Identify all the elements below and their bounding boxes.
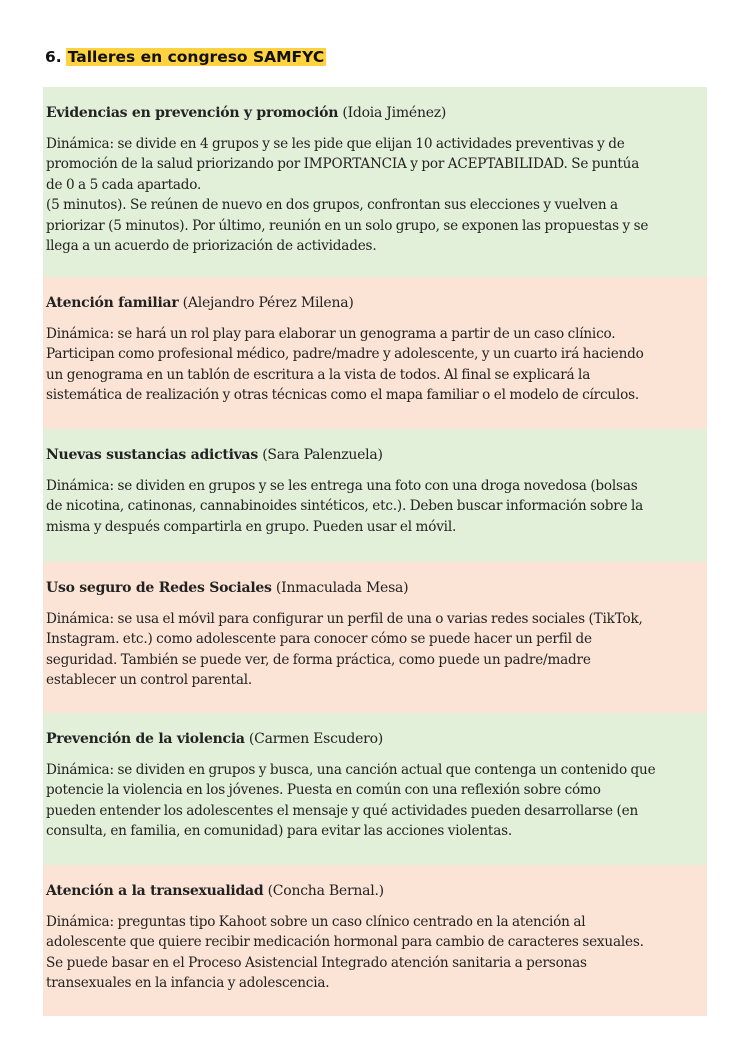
workshop-presenter: (Sara Palenzuela) [262, 447, 383, 463]
workshop-description: Dinámica: se hará un rol play para elaborar un genograma a partir de un caso clínico. Participan como profesional médico, padre/madre y adolescente, y un cuarto irá haciendo un genograma en un tablón de escritura a la vista de todos. Al final se explicará la sistemática de realización y otras técnicas como el mapa familiar o el modelo de círculos. [46, 326, 644, 404]
workshop-description: Dinámica: se dividen en grupos y busca, una canción actual que contenga un contenido que potencie la violencia en los jóvenes. Puesta en común con una reflexión sobre cómo pueden entender los adolescentes el mensaje y qué actividades pueden desarrollarse (en consulta, en familia, en comunidad) para evitar las acciones violentas. [46, 762, 656, 840]
workshop-description: Dinámica: se dividen en grupos y se les entrega una foto con una droga novedosa (bolsas de nicotina, catinonas, cannabinoides sintéticos, etc.). Deben buscar información sobre la misma y después compartirla en grupo. Pueden usar el móvil. [46, 478, 644, 535]
workshop-presenter: (Concha Bernal.) [267, 883, 384, 899]
workshop-title: Prevención de la violencia [46, 731, 245, 747]
workshop-title-line [46, 103, 704, 123]
workshop-block-atencion-familiar [43, 277, 707, 429]
workshop-presenter: (Carmen Escudero) [248, 731, 384, 747]
workshop-title: Uso seguro de Redes Sociales [46, 580, 272, 596]
workshop-block-sustancias [43, 429, 707, 562]
section-title: Talleres en congreso SAMFYC [67, 48, 325, 66]
workshop-description: Dinámica: se usa el móvil para configurar un perfil de una o varias redes sociales (TikTok, Instagram. etc.) como adolescente para conocer cómo se puede hacer un perfil de seguridad. También se puede ver, de forma práctica, como puede un padre/madre establecer un control parental. [46, 611, 643, 689]
workshop-title-line [46, 293, 704, 313]
workshop-title: Evidencias en prevención y promoción [46, 105, 339, 121]
workshop-title: Atención a la transexualidad [46, 883, 264, 899]
workshop-block-evidencias [43, 87, 707, 277]
workshop-block-violencia [43, 713, 707, 865]
workshop-title-line [46, 729, 704, 749]
workshop-block-redes-sociales [43, 562, 707, 713]
workshop-presenter: (Inmaculada Mesa) [275, 580, 409, 596]
workshop-description: Dinámica: se divide en 4 grupos y se les pide que elijan 10 actividades preventivas y de promoción de la salud priorizando por IMPORTANCIA y por ACEPTABILIDAD. Se puntúa de 0 a 5 cada apartado. (5 minutos). Se reúnen de nuevo en dos grupos, confrontan sus elecciones y vuelven a priorizar (5 minutos). Por último, reunión en un solo grupo, se exponen las propuestas y se llega a un acuerdo de priorización de actividades. [46, 136, 649, 255]
workshop-title: Atención familiar [46, 295, 179, 311]
workshop-title-line [46, 445, 704, 465]
workshop-description: Dinámica: preguntas tipo Kahoot sobre un caso clínico centrado en la atención al adolescente que quiere recibir medicación hormonal para cambio de caracteres sexuales. Se puede basar en el Proceso Asistencial Integrado atención sanitaria a personas transexuales en la infancia y adolescencia. [46, 914, 644, 992]
workshop-presenter: (Alejandro Pérez Milena) [182, 295, 354, 311]
workshop-title-line [46, 881, 704, 901]
section-heading [45, 46, 326, 68]
workshop-presenter: (Idoia Jiménez) [342, 105, 447, 121]
workshop-title-line [46, 578, 704, 598]
section-number: 6. [45, 48, 62, 66]
workshop-block-transexualidad [43, 865, 707, 1016]
workshop-title: Nuevas sustancias adictivas [46, 447, 258, 463]
